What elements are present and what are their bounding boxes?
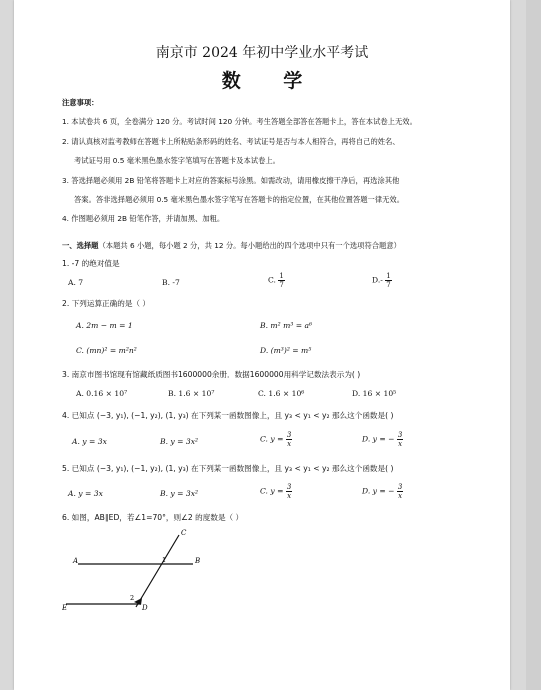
q1-option-c xyxy=(268,272,285,289)
q1-c-num: 1 xyxy=(279,272,284,280)
q5-c-prefix: C. y = xyxy=(260,486,284,496)
q1-option-a: A. 7 xyxy=(68,278,84,287)
q4-option-b: B. y = 3x² xyxy=(160,437,199,446)
label-e: E xyxy=(62,604,68,612)
q5-option-c xyxy=(260,483,292,500)
q1-d-num: 1 xyxy=(386,272,391,280)
q4-option-a: A. y = 3x xyxy=(72,437,107,446)
q4-c-den: x xyxy=(287,440,292,448)
section-1-heading xyxy=(62,241,401,251)
q1-option-d xyxy=(372,272,392,289)
line-cd xyxy=(136,535,179,607)
subject-title: 数 学 xyxy=(221,70,321,92)
q4-d-fraction xyxy=(397,431,403,448)
q5-c-num: 3 xyxy=(286,483,292,491)
section-1-title: 一、选择题 xyxy=(62,241,99,250)
q5-d-prefix: D. y = − xyxy=(362,486,395,496)
q5-option-b: B. y = 3x² xyxy=(160,489,199,498)
q5-c-den: x xyxy=(287,492,292,500)
q3-option-d: D. 16 × 10⁵ xyxy=(352,389,397,398)
q1-d-den: 7 xyxy=(386,281,391,289)
label-a: A xyxy=(73,557,79,565)
label-c: C xyxy=(181,529,187,537)
notice-heading: 注意事项： xyxy=(62,98,99,107)
q4-d-num: 3 xyxy=(397,431,403,439)
q2-stem: 2. 下列运算正确的是（ ） xyxy=(62,299,151,308)
q4-option-c xyxy=(260,431,292,448)
q1-c-den: 7 xyxy=(279,281,284,289)
q5-d-fraction xyxy=(397,483,403,500)
q5-option-a: A. y = 3x xyxy=(68,489,103,498)
q6-geometry-figure xyxy=(62,526,212,618)
q3-option-c: C. 1.6 × 10⁶ xyxy=(258,389,305,398)
q4-c-num: 3 xyxy=(286,431,292,439)
q1-stem: 1. -7 的绝对值是 xyxy=(62,259,120,268)
label-angle-2: 2 xyxy=(130,594,135,602)
q4-c-prefix: C. y = xyxy=(260,434,284,444)
notice-item-3-cont: 答案。答非选择题必须用 0.5 毫米黑色墨水签字笔写在答题卡的指定位置，在其他位置答题一律无效。 xyxy=(74,195,405,204)
q4-c-fraction xyxy=(286,431,292,448)
exam-page xyxy=(14,0,510,690)
q5-option-d xyxy=(362,483,403,500)
q4-option-d xyxy=(362,431,403,448)
q1-d-fraction xyxy=(385,272,391,289)
q5-stem: 5. 已知点 (−3, y₁), (−1, y₂), (1, y₃) 在下列某一函数图像上，且 y₃ < y₁ < y₂ 那么这个函数是( ) xyxy=(62,464,394,473)
q3-option-b: B. 1.6 × 10⁷ xyxy=(168,389,215,398)
q1-option-b: B. -7 xyxy=(162,278,180,287)
notice-item-1: 1. 本试卷共 6 页，全卷满分 120 分。考试时间 120 分钟。考生答题全部答在答题卡上，答在本试卷上无效。 xyxy=(62,117,417,126)
exam-title: 南京市 2024 年初中学业水平考试 xyxy=(155,45,369,61)
q4-stem: 4. 已知点 (−3, y₁), (−1, y₂), (1, y₃) 在下列某一函数图像上，且 y₃ < y₁ < y₂ 那么这个函数是( ) xyxy=(62,411,394,420)
q2-option-b: B. m² m³ = a⁶ xyxy=(260,321,313,330)
label-b: B xyxy=(195,557,201,565)
q3-option-a: A. 0.16 × 10⁷ xyxy=(76,389,128,398)
q5-d-num: 3 xyxy=(397,483,403,491)
notice-item-2: 2. 请认真核对监考教师在答题卡上所粘贴条形码的姓名、考试证号是否与本人相符合，再将自己的姓名、 xyxy=(62,137,400,146)
notice-item-2-cont: 考试证号用 0.5 毫米黑色墨水签字笔填写在答题卡及本试卷上。 xyxy=(74,156,280,165)
label-d: D xyxy=(142,604,148,612)
section-1-desc: （本题共 6 小题，每小题 2 分，共 12 分。每小题给出的四个选项中只有一个选项符合题意） xyxy=(98,241,401,250)
q6-stem: 6. 如图，AB∥ED，若∠1=70°，则∠2 的度数是（ ） xyxy=(62,513,244,522)
notice-item-4: 4. 作图题必须用 2B 铅笔作答，并请加黑、加粗。 xyxy=(62,214,225,223)
q2-option-d: D. (m³)² = m⁵ xyxy=(260,346,312,355)
label-angle-1: 1 xyxy=(162,556,167,564)
q4-d-prefix: D. y = − xyxy=(362,434,395,444)
viewer-scrollbar-track[interactable] xyxy=(526,0,541,690)
q5-d-den: x xyxy=(398,492,403,500)
q1-c-fraction xyxy=(278,272,284,289)
notice-item-3: 3. 答选择题必须用 2B 铅笔将答题卡上对应的答案标号涂黑。如需改动，请用橡皮擦干净后，再选涂其他 xyxy=(62,176,400,185)
q3-stem: 3. 南京市图书馆现有馆藏纸质图书1600000余册．数据1600000用科学记数法表示为( ) xyxy=(62,370,361,379)
q1-c-prefix: C. xyxy=(268,275,276,285)
q2-option-c: C. (mn)² = m²n² xyxy=(76,346,137,355)
q5-c-fraction xyxy=(286,483,292,500)
q1-d-prefix: D.- xyxy=(372,275,383,285)
q2-option-a: A. 2m − m = 1 xyxy=(76,321,133,330)
q4-d-den: x xyxy=(398,440,403,448)
